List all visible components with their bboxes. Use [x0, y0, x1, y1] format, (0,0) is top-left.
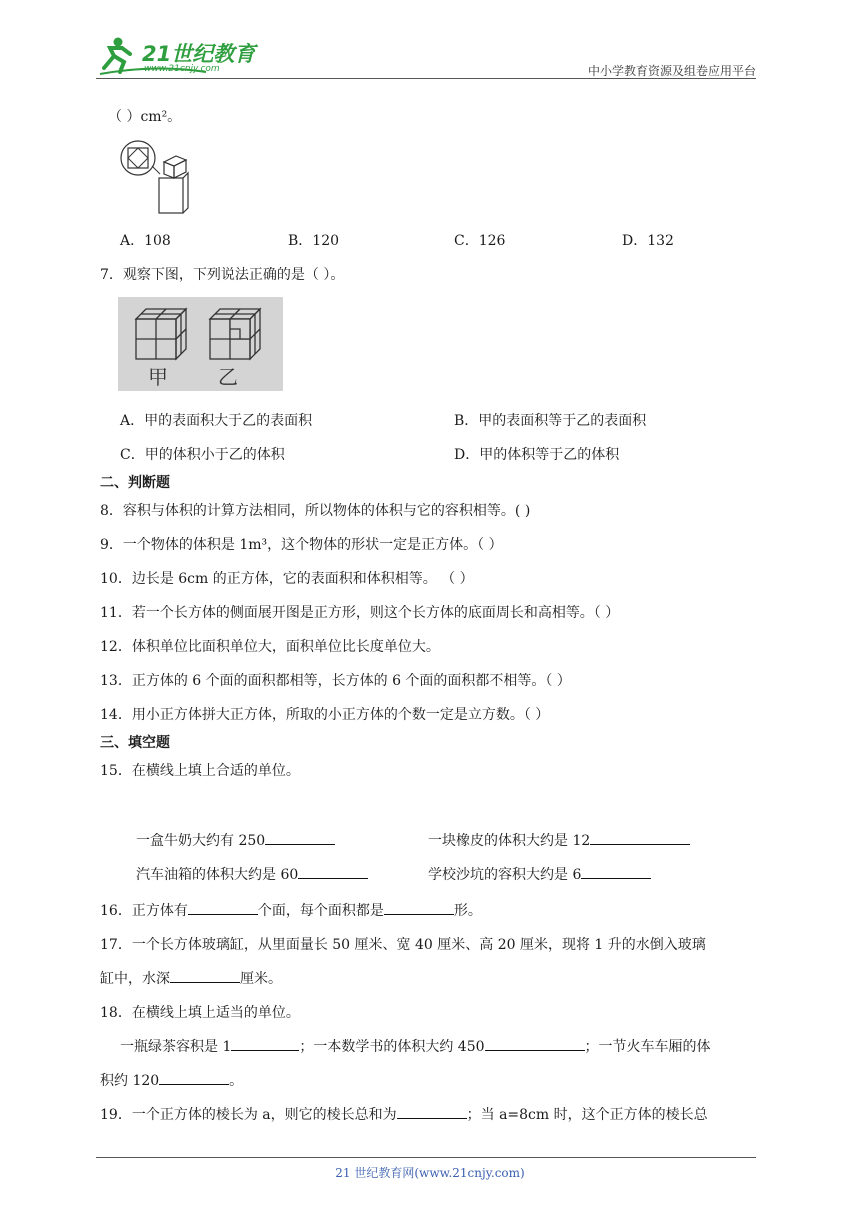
question-12: 12．体积单位比面积单位大，面积单位比长度单位大。	[100, 639, 440, 655]
question-17-line1: 17．一个长方体玻璃缸，从里面量长 50 厘米、宽 40 厘米、高 20 厘米，现将 1 升的水倒入玻璃	[100, 937, 706, 953]
q6-figure	[118, 138, 198, 222]
q15-item-a: 一盒牛奶大约有 250	[136, 830, 335, 850]
q7-option-b[interactable]: B．甲的表面积等于乙的表面积	[454, 413, 647, 429]
question-17-line2: 缸中，水深 厘米。	[100, 968, 282, 988]
question-8: 8．容积与体积的计算方法相同，所以物体的体积与它的容积相等。( )	[100, 503, 531, 519]
q6-option-b[interactable]: B．120	[288, 233, 340, 249]
q16-blank-2[interactable]	[384, 900, 454, 915]
q7-option-a[interactable]: A．甲的表面积大于乙的表面积	[120, 413, 313, 429]
q16-blank-1[interactable]	[188, 900, 258, 915]
q7-stem: 7．观察下图，下列说法正确的是（ ）。	[100, 267, 345, 283]
q15-blank-a[interactable]	[265, 830, 335, 845]
figure-label-jia: 甲	[148, 365, 168, 389]
question-14: 14．用小正方体拼大正方体，所取的小正方体的个数一定是立方数。（ ）	[100, 707, 550, 723]
question-10: 10．边长是 6cm 的正方体，它的表面积和体积相等。 （ ）	[100, 571, 474, 587]
q7-figure	[118, 297, 283, 391]
q6-option-d[interactable]: D．132	[622, 233, 674, 249]
section-title-judgement: 二、判断题	[100, 475, 170, 491]
logo-text: 21世纪教育	[142, 42, 256, 66]
q6-stem: （ ）cm²。	[108, 109, 182, 125]
q7-option-d[interactable]: D．甲的体积等于乙的体积	[454, 447, 620, 463]
header-divider	[96, 78, 756, 79]
question-18-line1: 一瓶绿茶容积是 1 ；一本数学书的体积大约 450 ；一节火车车厢的体	[120, 1036, 711, 1056]
q18-blank-1[interactable]	[231, 1036, 299, 1051]
footer-divider	[96, 1157, 756, 1158]
question-13: 13．正方体的 6 个面的面积都相等，长方体的 6 个面的面积都不相等。（ ）	[100, 673, 571, 689]
platform-name: 中小学教育资源及组卷应用平台	[587, 64, 756, 78]
footer-text[interactable]: 21 世纪教育网(www.21cnjy.com)	[335, 1166, 525, 1180]
q15-item-b: 一块橡皮的体积大约是 12	[428, 830, 690, 850]
q6-option-c[interactable]: C．126	[454, 233, 506, 249]
q15-item-c: 汽车油箱的体积大约是 60	[136, 864, 368, 884]
question-9: 9．一个物体的体积是 1m³，这个物体的形状一定是正方体。（ ）	[100, 537, 503, 553]
question-15: 15．在横线上填上合适的单位。	[100, 763, 300, 779]
q7-option-c[interactable]: C．甲的体积小于乙的体积	[120, 447, 285, 463]
q15-item-d: 学校沙坑的容积大约是 6	[428, 864, 651, 884]
q6-option-a[interactable]: A．108	[120, 233, 171, 249]
q18-blank-2[interactable]	[485, 1036, 585, 1051]
question-16: 16．正方体有 个面，每个面积都是 形。	[100, 900, 482, 920]
q17-blank[interactable]	[170, 968, 240, 983]
question-11: 11．若一个长方体的侧面展开图是正方形，则这个长方体的底面周长和高相等。（ ）	[100, 605, 620, 621]
figure-label-yi: 乙	[218, 365, 238, 389]
question-18-line2: 积约 120 。	[100, 1070, 243, 1090]
q15-blank-b[interactable]	[590, 830, 690, 845]
site-logo	[96, 34, 266, 78]
q15-blank-d[interactable]	[581, 864, 651, 879]
question-19: 19．一个正方体的棱长为 a，则它的棱长总和为 ；当 a=8cm 时，这个正方体的棱长总	[100, 1104, 708, 1124]
logo-url: www.21cnjy.com	[144, 64, 220, 74]
q19-blank-1[interactable]	[397, 1104, 467, 1119]
q18-blank-3[interactable]	[159, 1070, 229, 1085]
question-18: 18．在横线上填上适当的单位。	[100, 1005, 300, 1021]
q15-blank-c[interactable]	[298, 864, 368, 879]
section-title-fill: 三、填空题	[100, 735, 170, 751]
